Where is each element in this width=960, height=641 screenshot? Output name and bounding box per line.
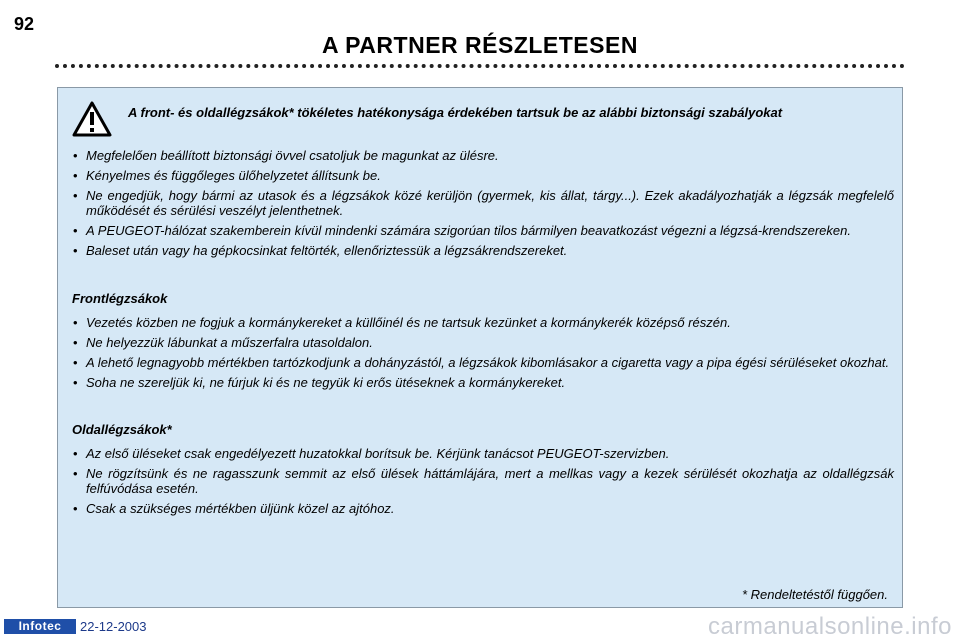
general-rules <box>72 148 894 263</box>
list-item: • Vezetés közben ne fogjuk a kormánykereket a küllőinél és ne tartsuk kezünket a kormánykerék középső részén. <box>72 315 894 330</box>
watermark: carmanualsonline.info <box>708 613 952 640</box>
dotted-divider <box>55 64 905 68</box>
list-item: • Megfelelően beállított biztonsági övvel csatoljuk be magunkat az ülésre. <box>72 148 894 163</box>
list-item: • Soha ne szereljük ki, ne fúrjuk ki és ne tegyük ki erős ütéseknek a kormánykereket. <box>72 375 894 390</box>
list-item: • Csak a szükséges mértékben üljünk közel az ajtóhoz. <box>72 501 894 516</box>
list-item: • Ne rögzítsünk és ne ragasszunk semmit az első ülések háttámlájára, mert a mellkas vagy a kezek sérülését okozhatja az oldallégzsák felfúvódása esetén. <box>72 466 894 496</box>
list-item: • Az első üléseket csak engedélyezett huzatokkal borítsuk be. Kérjünk tanácsot PEUGEOT-szervizben. <box>72 446 894 461</box>
section-title: Oldallégzsákok* <box>72 422 172 437</box>
warning-triangle-icon <box>71 100 113 138</box>
footer-date: 22-12-2003 <box>80 619 147 634</box>
side-airbags-section <box>72 422 894 521</box>
list-item: • Baleset után vagy ha gépkocsinkat feltörték, ellenőriztessük a légzsákrendszereket. <box>72 243 894 258</box>
page-number: 92 <box>14 14 35 34</box>
footnote: * Rendeltetéstől függően. <box>742 587 888 602</box>
list-item: • A PEUGEOT-hálózat szakemberein kívül mindenki számára szigorúan tilos bármilyen beavatkozást végezni a légzsá-krendszereken. <box>72 223 894 238</box>
list-item: • Kényelmes és függőleges ülőhelyzetet állítsunk be. <box>72 168 894 183</box>
warning-box <box>57 87 903 608</box>
section-title: Frontlégzsákok <box>72 291 168 306</box>
list-item: • Ne helyezzük lábunkat a műszerfalra utasoldalon. <box>72 335 894 350</box>
list-item: • A lehető legnagyobb mértékben tartózkodjunk a dohányzástól, a légzsákok kibomlásakor a cigaretta vagy a pipa égési sérüléseket okozhat. <box>72 355 894 370</box>
list-item: • Ne engedjük, hogy bármi az utasok és a légzsákok közé kerüljön (gyermek, kis állat, tárgy...). Ezek akadályozhatják a légzsák megfelelő működését és sérülési veszélyt jelenthetnek. <box>72 188 894 218</box>
front-airbags-section <box>72 291 894 395</box>
warning-heading: A front- és oldallégzsákok* tökéletes hatékonysága érdekében tartsuk be az alábbi biztonsági szabályokat <box>128 105 783 120</box>
page-title: A PARTNER RÉSZLETESEN <box>322 32 638 58</box>
infotec-logo: Infotec <box>4 619 76 634</box>
